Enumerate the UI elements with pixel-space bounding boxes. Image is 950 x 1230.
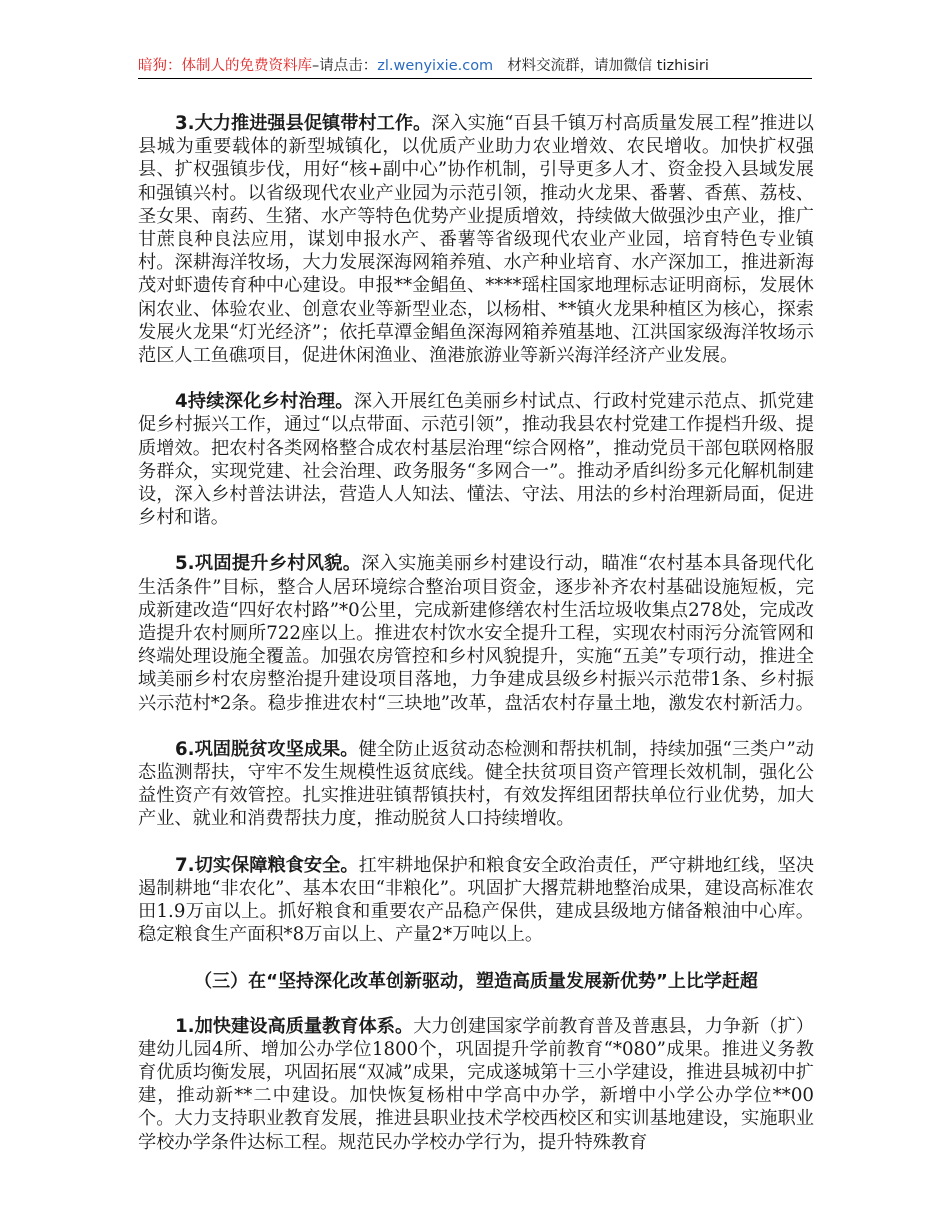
paragraph-title: 3.大力推进强县促镇带村工作。 bbox=[175, 113, 432, 134]
paragraph-title: 6.巩固脱贫攻坚成果。 bbox=[175, 738, 359, 760]
section-heading: （三）在“坚持深化改革创新驱动，塑造高质量发展新优势”上比学赶超 bbox=[194, 970, 758, 992]
header-brand: 暗狗：体制人的免费资料库 bbox=[138, 58, 312, 74]
paragraph-6 bbox=[138, 738, 814, 831]
paragraph-title: 7.切实保障粮食安全。 bbox=[175, 854, 359, 876]
paragraph-text: 大力创建国家学前教育普及普惠县，力争新（扩）建幼儿园4所、增加公办学位1800个，巩固提升学前教育“*080”成果。推进义务教育优质均衡发展，巩固拓展“双减”成果，完成遂城第十三小学建设，推进县城初中扩建，推动新**二中建设。加快恢复杨柑中学高中办学，新增中小学公办学位**00个。大力支持职业教育发展，推进县职业技术学校西校区和实训基地建设，实施职业学校办学条件达标工程。规范民办学校办学行为，提升特殊教育 bbox=[138, 1015, 814, 1153]
paragraph-title: 4持续深化乡村治理。 bbox=[175, 391, 354, 413]
header-divider bbox=[138, 78, 812, 79]
paragraph-text: 深入实施“百县千镇万村高质量发展工程”推进以县城为重要载体的新型城镇化，以优质产业助力农业增效、农民增收。加快扩权强县、扩权强镇步伐，用好“核+副中心”协作机制，引导更多人才、资金投入县域发展和强镇兴村。以省级现代农业产业园为示范引领，推动火龙果、番薯、香蕉、荔枝、圣女果、南药、生猪、水产等特色优势产业提质增效，持续做大做强沙虫产业，推广甘蔗良种良法应用，谋划申报水产、番薯等省级现代农业产业园，培育特色专业镇村。深耕海洋牧场，大力发展深海网箱养殖、水产种业培育、水产深加工，推进新海茂对虾遗传育种中心建设。申报**金鲳鱼、****瑶柱国家地理标志证明商标，发展休闲农业、体验农业、创意农业等新型业态，以杨柑、**镇火龙果种植区为核心，探索发展火龙果“灯光经济”；依托草潭金鲳鱼深海网箱养殖基地、江洪国家级海洋牧场示范区人工鱼礁项目，促进休闲渔业、渔港旅游业等新兴海洋经济产业发展。 bbox=[138, 113, 814, 367]
paragraph-title: 5.巩固提升乡村风貌。 bbox=[175, 553, 362, 575]
document-body bbox=[138, 112, 814, 1177]
paragraph-3 bbox=[138, 112, 814, 367]
paragraph-text: 扛牢耕地保护和粮食安全政治责任，严守耕地红线，坚决遏制耕地“非农化”、基本农田“非粮化”。巩固扩大撂荒耕地整治成果，建设高标准农田1.9万亩以上。抓好粮食和重要农产品稳产保供，建成县级地方储备粮油中心库。稳定粮食生产面积*8万亩以上、产量2*万吨以上。 bbox=[138, 854, 814, 946]
header-prompt: –请点击： bbox=[312, 58, 378, 74]
paragraph-5 bbox=[138, 552, 814, 714]
paragraph-4 bbox=[138, 390, 814, 529]
header-link[interactable]: zl.wenyixie.com bbox=[377, 58, 494, 74]
header-note: 材料交流群，请加微信 tizhisiri bbox=[507, 58, 709, 74]
paragraph-title: 1.加快建设高质量教育体系。 bbox=[175, 1015, 414, 1037]
watermark-header bbox=[138, 56, 812, 76]
paragraph-text: 深入实施美丽乡村建设行动，瞄准“农村基本具备现代化生活条件”目标，整合人居环境综合整治项目资金，逐步补齐农村基础设施短板，完成新建改造“四好农村路”*0公里，完成新建修缮农村生活垃圾收集点278处，完成改造提升农村厕所722座以上。推进农村饮水安全提升工程，实现农村雨污分流管网和终端处理设施全覆盖。加强农房管控和乡村风貌提升，实施“五美”专项行动，推进全域美丽乡村农房整治提升建设项目落地，力争建成县级乡村振兴示范带1条、乡村振兴示范村*2条。稳步推进农村“三块地”改革，盘活农村存量土地，激发农村新活力。 bbox=[138, 553, 814, 714]
paragraph-7 bbox=[138, 854, 814, 947]
paragraph-text: 深入开展红色美丽乡村试点、行政村党建示范点、抓党建促乡村振兴工作，通过“以点带面、示范引领”，推动我县农村党建工作提档升级、提质增效。把农村各类网格整合成农村基层治理“综合网格”，推动党员干部包联网格服务群众，实现党建、社会治理、政务服务“多网合一”。推动矛盾纠纷多元化解机制建设，深入乡村普法讲法，营造人人知法、懂法、守法、用法的乡村治理新局面，促进乡村和谐。 bbox=[138, 391, 814, 529]
paragraph-education bbox=[138, 1015, 814, 1154]
paragraph-text: 健全防止返贫动态检测和帮扶机制，持续加强“三类户”动态监测帮扶，守牢不发生规模性返贫底线。健全扶贫项目资产管理长效机制，强化公益性资产有效管控。扎实推进驻镇帮镇扶村，有效发挥组团帮扶单位行业优势，加大产业、就业和消费帮扶力度，推动脱贫人口持续增收。 bbox=[138, 738, 814, 830]
